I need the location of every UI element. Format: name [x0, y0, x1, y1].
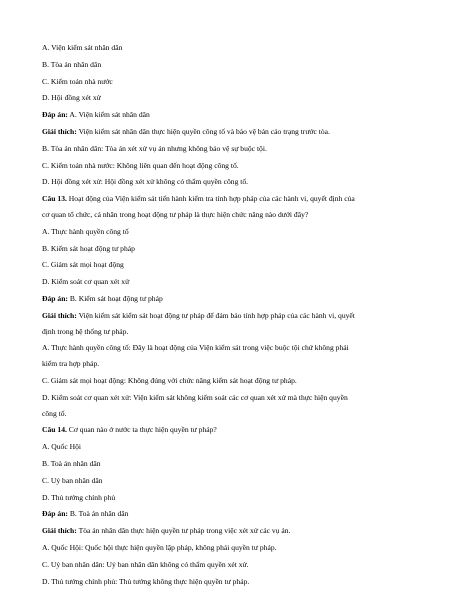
q13-answer — [42, 294, 414, 303]
q14-option-d: D. Thủ tướng chính phủ — [42, 492, 116, 502]
q13-explanation — [42, 311, 414, 336]
note-text: A. Thực hành quyền công tố: Đây là hoạt động của Viện kiểm sát trong việc buộc tội chứ không phải — [42, 343, 349, 353]
q13-option-d: D. Kiểm soát cơ quan xét xử — [42, 277, 130, 287]
q12-note-c: C. Kiểm toán nhà nước: Không liên quan đến hoạt động công tố. — [42, 160, 239, 170]
q13-option-b: B. Kiểm sát hoạt động tư pháp — [42, 243, 135, 253]
answer-label: Đáp án: — [42, 509, 68, 519]
q12-option-d: D. Hội đồng xét xử — [42, 93, 101, 103]
question-text: Hoạt động của Viện kiểm sát tiến hành kiểm tra tính hợp pháp của các hành vi, quyết định của — [66, 194, 355, 204]
q13-option-c: C. Giám sát mọi hoạt động — [42, 260, 124, 270]
q13-note-c: C. Giám sát mọi hoạt động: Không đúng với chức năng kiểm sát hoạt động tư pháp. — [42, 375, 297, 385]
q13-question — [42, 194, 414, 219]
explain-text: Viện kiểm sát nhân dân thực hiện quyền công tố và bảo vệ bản cáo trạng trước tòa. — [76, 126, 330, 136]
document-page — [42, 43, 414, 593]
q12-note-d: D. Hội đồng xét xử: Hội đồng xét xử không có thẩm quyền công tố. — [42, 177, 249, 187]
answer-text: B. Toà án nhân dân — [67, 509, 129, 519]
note-text-cont: kiểm tra hợp pháp. — [42, 359, 100, 369]
q12-option-b: B. Tòa án nhân dân — [42, 59, 102, 69]
explain-label: Giải thích: — [42, 526, 77, 536]
q14-option-c: C. Uỷ ban nhân dân — [42, 475, 103, 485]
q13-note-a — [42, 343, 414, 368]
answer-label: Đáp án: — [42, 110, 68, 120]
question-label: Câu 13. — [42, 194, 67, 204]
explain-text: Tòa án nhân dân thực hiện quyền tư pháp trong việc xét xử các vụ án. — [76, 526, 291, 536]
note-text: D. Kiểm soát cơ quan xét xử: Viện kiểm sát không kiểm soát các cơ quan xét xử mà thực hiện quyền — [42, 392, 348, 402]
answer-text: A. Viện kiểm sát nhân dân — [67, 110, 150, 120]
q12-option-c: C. Kiểm toán nhà nước — [42, 76, 113, 86]
q14-option-a: A. Quốc Hội — [42, 442, 82, 452]
q14-note-c: C. Uỷ ban nhân dân: Uỷ ban nhân dân không có thẩm quyền xét xử. — [42, 559, 249, 569]
explain-label: Giải thích: — [42, 310, 77, 320]
q14-note-a: A. Quốc Hội: Quốc hội thực hiện quyền lập pháp, không phải quyền tư pháp. — [42, 542, 277, 552]
q14-option-b: B. Toà án nhân dân — [42, 458, 101, 468]
note-text-cont: công tố. — [42, 408, 67, 418]
q12-option-a: A. Viện kiểm sát nhân dân — [42, 43, 123, 52]
q13-note-d — [42, 393, 414, 418]
question-text: Cơ quan nào ở nước ta thực hiện quyền tư pháp? — [66, 425, 217, 435]
q12-answer — [42, 110, 414, 119]
q14-note-d: D. Thủ tướng chính phủ: Thủ tướng không thực hiện quyền tư pháp. — [42, 576, 250, 586]
q12-explanation — [42, 127, 414, 136]
q13-option-a: A. Thực hành quyền công tố — [42, 226, 129, 236]
q14-answer — [42, 509, 414, 518]
question-text-cont: cơ quan tổ chức, cá nhân trong hoạt động tư pháp là thực hiện chức năng nào dưới đây? — [42, 209, 309, 219]
explain-label: Giải thích: — [42, 126, 77, 136]
answer-label: Đáp án: — [42, 293, 68, 303]
q14-explanation — [42, 526, 414, 535]
explain-text-cont: định trong hệ thống tư pháp. — [42, 326, 129, 336]
q14-question — [42, 425, 414, 434]
explain-text: Viện kiểm sát kiểm sát hoạt động tư pháp để đảm bảo tính hợp pháp của các hành vi, quyết — [76, 310, 355, 320]
answer-text: B. Kiểm sát hoạt động tư pháp — [67, 293, 163, 303]
q12-note-b: B. Tòa án nhân dân: Tòa án xét xử vụ án nhưng không bảo vệ sự buộc tội. — [42, 143, 267, 153]
question-label: Câu 14. — [42, 425, 67, 435]
